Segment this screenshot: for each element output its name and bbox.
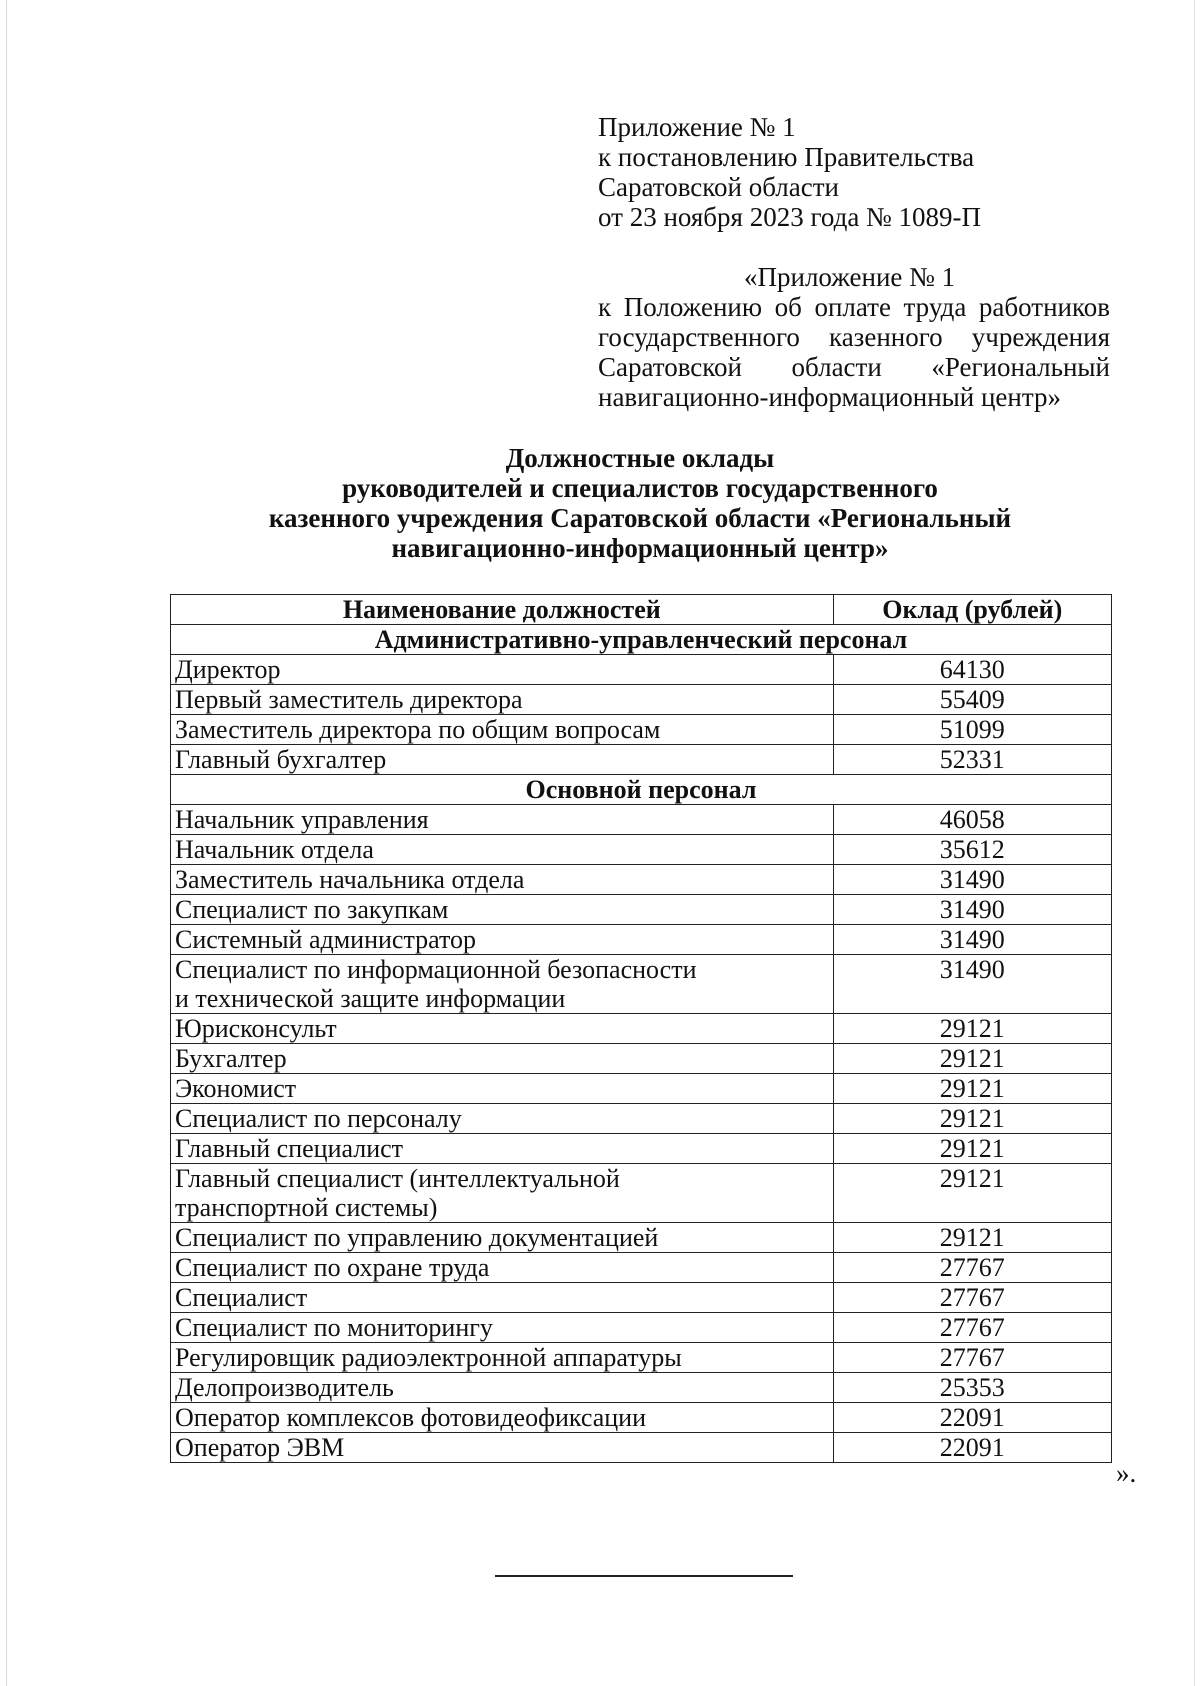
table-row xyxy=(171,1104,1112,1134)
position-name: Заместитель директора по общим вопросам xyxy=(175,715,661,744)
position-name-cell xyxy=(171,835,834,865)
position-name: Оператор комплексов фотовидеофиксации xyxy=(175,1403,646,1432)
position-name: Системный администратор xyxy=(175,925,477,954)
salary-value: 29121 xyxy=(833,1074,1111,1104)
salary-value: 52331 xyxy=(833,745,1111,775)
salary-value: 64130 xyxy=(833,655,1111,685)
position-name-cell xyxy=(171,715,834,745)
table-header-row xyxy=(171,595,1112,625)
position-name: Экономист xyxy=(175,1074,297,1103)
table-row xyxy=(171,715,1112,745)
position-name-cell xyxy=(171,685,834,715)
salary-value: 31490 xyxy=(833,865,1111,895)
position-name: Начальник отдела xyxy=(175,835,374,864)
salary-value: 25353 xyxy=(833,1373,1111,1403)
position-name-cell xyxy=(171,955,834,1014)
position-name: Специалист по информационной безопасности xyxy=(175,955,697,984)
table-row xyxy=(171,1283,1112,1313)
table-row xyxy=(171,1253,1112,1283)
table-row xyxy=(171,1044,1112,1074)
position-name: Специалист по закупкам xyxy=(175,895,449,924)
table-row xyxy=(171,925,1112,955)
table-row xyxy=(171,1223,1112,1253)
table-row xyxy=(171,1433,1112,1463)
position-name: Первый заместитель директора xyxy=(175,685,523,714)
position-name-cell xyxy=(171,925,834,955)
table-row xyxy=(171,1403,1112,1433)
salary-value: 35612 xyxy=(833,835,1111,865)
position-name-cell xyxy=(171,1313,834,1343)
position-name-cell xyxy=(171,1223,834,1253)
position-name: Юрисконсульт xyxy=(175,1014,337,1043)
header-line: Приложение № 1 xyxy=(598,112,796,142)
section-title: Основной персонал xyxy=(171,775,1112,805)
position-name: Директор xyxy=(175,655,281,684)
salary-value: 31490 xyxy=(833,925,1111,955)
table-row xyxy=(171,1134,1112,1164)
salary-value: 51099 xyxy=(833,715,1111,745)
column-header-salary: Оклад (рублей) xyxy=(833,595,1111,625)
salary-value: 29121 xyxy=(833,1014,1111,1044)
section-title: Административно-управленческий персонал xyxy=(171,625,1112,655)
appendix-header xyxy=(598,112,1110,232)
position-name: Специалист по мониторингу xyxy=(175,1313,493,1342)
position-name-cell xyxy=(171,1343,834,1373)
salary-value: 29121 xyxy=(833,1104,1111,1134)
title-line: Должностные оклады xyxy=(505,443,775,473)
table-section-row xyxy=(171,775,1112,805)
position-name: Главный специалист xyxy=(175,1134,404,1163)
position-name-continued: и технической защите информации xyxy=(175,984,566,1013)
position-name: Делопроизводитель xyxy=(175,1373,394,1402)
salary-value: 29121 xyxy=(833,1223,1111,1253)
position-name-cell xyxy=(171,1253,834,1283)
header-line: Саратовской области xyxy=(598,172,839,202)
position-name-cell xyxy=(171,1134,834,1164)
header-line: к постановлению Правительства xyxy=(598,142,975,172)
position-name-cell xyxy=(171,1044,834,1074)
position-name: Главный специалист (интеллектуальной xyxy=(175,1164,620,1193)
table-row xyxy=(171,1014,1112,1044)
position-name-cell xyxy=(171,1433,834,1463)
closing-quote-mark: ». xyxy=(1116,1458,1137,1488)
position-name-cell xyxy=(171,1014,834,1044)
salary-value: 31490 xyxy=(833,895,1111,925)
salary-value: 27767 xyxy=(833,1283,1111,1313)
salary-value: 22091 xyxy=(833,1433,1111,1463)
table-section-row xyxy=(171,625,1112,655)
salary-value: 27767 xyxy=(833,1343,1111,1373)
scan-edge-right xyxy=(1194,0,1195,1686)
position-name-cell xyxy=(171,865,834,895)
title-line: навигационно-информационный центр» xyxy=(391,533,889,563)
table-row xyxy=(171,835,1112,865)
position-name: Специалист по персоналу xyxy=(175,1104,462,1133)
position-name-cell xyxy=(171,655,834,685)
position-name-cell xyxy=(171,1164,834,1223)
table-row xyxy=(171,1164,1112,1223)
header-line: от 23 ноября 2023 года № 1089-П xyxy=(598,202,982,232)
table-row xyxy=(171,685,1112,715)
table-body xyxy=(171,625,1112,1463)
salary-table xyxy=(170,594,1112,1463)
document-title xyxy=(170,443,1110,563)
position-name-cell xyxy=(171,1104,834,1134)
table-row xyxy=(171,955,1112,1014)
salary-value: 29121 xyxy=(833,1134,1111,1164)
position-name-continued: транспортной системы) xyxy=(175,1193,438,1222)
salary-value: 29121 xyxy=(833,1164,1111,1223)
column-header-position: Наименование должностей xyxy=(171,595,834,625)
salary-value: 29121 xyxy=(833,1044,1111,1074)
table-row xyxy=(171,1074,1112,1104)
salary-value: 27767 xyxy=(833,1313,1111,1343)
position-name: Главный бухгалтер xyxy=(175,745,387,774)
annex-block xyxy=(598,262,1110,412)
position-name-cell xyxy=(171,1074,834,1104)
annex-line: к Положению об оплате труда работников xyxy=(598,292,1110,322)
table-row xyxy=(171,1313,1112,1343)
salary-value: 31490 xyxy=(833,955,1111,1014)
table-row xyxy=(171,655,1112,685)
position-name-cell xyxy=(171,745,834,775)
annex-line: государственного казенного учреждения xyxy=(598,322,1110,352)
scan-edge-left xyxy=(6,0,7,1686)
table-row xyxy=(171,1343,1112,1373)
position-name: Бухгалтер xyxy=(175,1044,287,1073)
position-name: Специалист по управлению документацией xyxy=(175,1223,659,1252)
position-name: Специалист xyxy=(175,1283,308,1312)
table-row xyxy=(171,895,1112,925)
salary-value: 27767 xyxy=(833,1253,1111,1283)
position-name-cell xyxy=(171,895,834,925)
table-row xyxy=(171,865,1112,895)
position-name-cell xyxy=(171,1403,834,1433)
title-line: казенного учреждения Саратовской области «Региональный xyxy=(268,503,1012,533)
annex-line: Саратовской области «Региональный xyxy=(598,352,1110,382)
position-name: Регулировщик радиоэлектронной аппаратуры xyxy=(175,1343,682,1372)
position-name: Специалист по охране труда xyxy=(175,1253,490,1282)
table-row xyxy=(171,1373,1112,1403)
annex-line: навигационно-информационный центр» xyxy=(598,382,1061,412)
position-name-cell xyxy=(171,1373,834,1403)
position-name: Оператор ЭВМ xyxy=(175,1433,345,1462)
salary-value: 22091 xyxy=(833,1403,1111,1433)
position-name-cell xyxy=(171,1283,834,1313)
salary-value: 55409 xyxy=(833,685,1111,715)
bottom-rule xyxy=(495,1575,793,1577)
annex-title: «Приложение № 1 xyxy=(744,262,956,292)
table-row xyxy=(171,745,1112,775)
position-name: Заместитель начальника отдела xyxy=(175,865,525,894)
title-line: руководителей и специалистов государственного xyxy=(342,473,938,503)
position-name: Начальник управления xyxy=(175,805,429,834)
salary-value: 46058 xyxy=(833,805,1111,835)
table-row xyxy=(171,805,1112,835)
position-name-cell xyxy=(171,805,834,835)
